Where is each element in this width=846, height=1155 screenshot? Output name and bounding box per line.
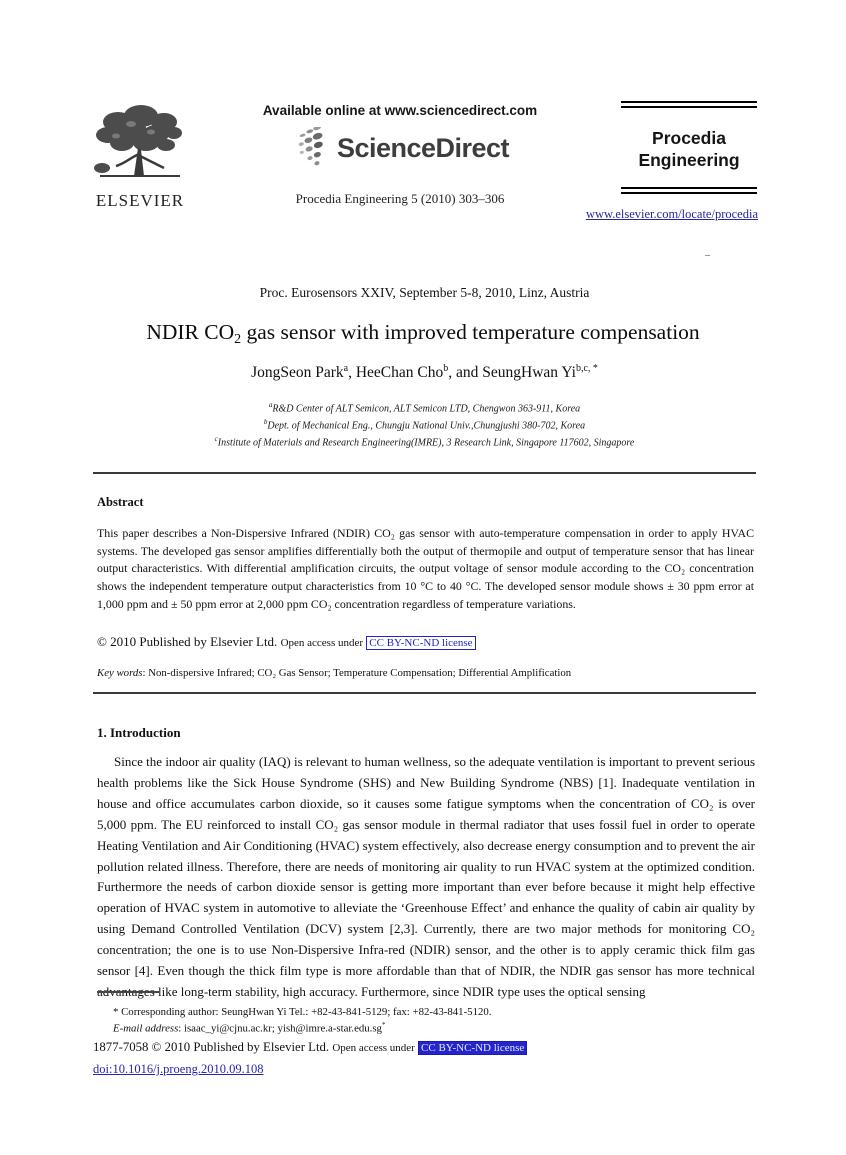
abstract-body: This paper describes a Non-Dispersive Infrared (NDIR) CO₂ gas sensor with auto-temperature compensation in order to apply HVAC systems. The developed gas sensor amplifies differentially both the output of thermopile and output of temperature sensor that has linear output characteristics. With differential amplification circuits, the output voltage of sensor module according to the CO₂ concentration shows the independent temperature output characteristics from 10 °C to 40 °C. The developed sensor module shows ± 30 ppm error at 1,000 ppm and ± 50 ppm error at 2,000 ppm CO₂ concentration regardless of temperature variations. (97, 526, 754, 611)
issn-copyright-text: 1877-7058 © 2010 Published by Elsevier Ltd. (93, 1040, 330, 1054)
double-rule-bottom (621, 187, 757, 194)
elsevier-logo (84, 102, 196, 211)
affiliation-line (93, 433, 756, 450)
copyright-line (97, 634, 754, 650)
affiliation-line (93, 416, 756, 433)
affiliations (93, 399, 756, 449)
open-access-text: Open access under (280, 637, 364, 649)
author-affil-mark: b,c, * (575, 363, 598, 374)
journal-citation: Procedia Engineering 5 (2010) 303–306 (295, 191, 505, 206)
section-divider (93, 692, 756, 694)
email-label: E-mail address (113, 1022, 179, 1035)
issn-line (93, 1040, 753, 1055)
email-addresses: : isaac_yi@cjnu.ac.kr; yish@imre.a-star.edu.sg (178, 1022, 382, 1035)
title-post: gas sensor with improved temperature compensation (241, 320, 700, 344)
title-pre: NDIR CO (146, 320, 235, 344)
stray-mark (705, 255, 710, 256)
abstract-heading: Abstract (97, 495, 144, 509)
keywords-line (97, 667, 754, 679)
double-rule-top (621, 101, 757, 108)
author-separator: , (348, 364, 356, 382)
doi-link[interactable]: doi:10.1016/j.proeng.2010.09.108 (93, 1062, 264, 1076)
sciencedirect-wordmark: ScienceDirect (336, 132, 510, 163)
footnote-divider (97, 991, 159, 993)
cc-license-link[interactable]: CC BY-NC-ND license (418, 1041, 527, 1055)
introduction-heading: 1. Introduction (97, 725, 181, 740)
cc-license-link[interactable]: CC BY-NC-ND license (366, 636, 475, 650)
title-subscript: 2 (234, 332, 242, 347)
affiliation-text: R&D Center of ALT Semicon, ALT Semicon LTD, Chengwon 363-911, Korea (272, 403, 581, 415)
copyright-text: © 2010 Published by Elsevier Ltd. (97, 634, 278, 649)
author-affil-mark: a (343, 363, 349, 374)
affiliation-mark: b (263, 417, 268, 426)
open-access-text: Open access under (332, 1042, 415, 1054)
email-note (113, 1021, 713, 1035)
author-name: JongSeon Park (251, 364, 344, 382)
journal-url-link[interactable]: www.elsevier.com/locate/procedia (585, 207, 758, 221)
affiliation-line (93, 399, 756, 416)
affiliation-mark: c (214, 434, 218, 443)
author-name: HeeChan Cho (355, 364, 444, 382)
affiliation-text: Institute of Materials and Research Engineering(IMRE), 3 Research Link, Singapore 117602, Singapore (217, 436, 635, 448)
sciencedirect-block (250, 103, 550, 207)
keywords-label: Key words (97, 667, 143, 679)
affiliation-mark: a (268, 401, 273, 409)
author-separator: , and (448, 364, 483, 382)
email-asterisk: * (381, 1021, 386, 1029)
author-affil-mark: b (443, 363, 449, 374)
section-divider (93, 472, 756, 474)
elsevier-wordmark: ELSEVIER (95, 191, 185, 210)
paper-title (53, 320, 793, 348)
journal-name-line1: Procedia (652, 128, 726, 148)
journal-masthead (621, 101, 757, 194)
affiliation-text: Dept. of Mechanical Eng., Chungju National Univ.,Chungjushi 380-702, Korea (267, 420, 586, 432)
journal-name-line2: Engineering (638, 150, 740, 170)
keywords-text: : Non-dispersive Infrared; CO₂ Gas Sensor; Temperature Compensation; Differential Amplification (142, 667, 572, 679)
conference-line: Proc. Eurosensors XXIV, September 5-8, 2010, Linz, Austria (259, 285, 590, 300)
authors-line (93, 363, 756, 382)
elsevier-tree-icon (86, 102, 194, 184)
corresponding-author-note: * Corresponding author: SeungHwan Yi Tel.: +82-43-841-5129; fax: +82-43-841-5120. (113, 1006, 492, 1018)
sciencedirect-dots-icon (291, 127, 333, 169)
available-online-text: Available online at www.sciencedirect.com (262, 103, 538, 118)
introduction-body: Since the indoor air quality (IAQ) is relevant to human wellness, so the adequate ventilation is important to prevent serious health problems like the Sick House Syndrome (SHS) and New Building Syndrome (NBS) [1]. Inadequate ventilation in house and office accumulates carbon dioxide, so it causes some fatigue symptoms when the concentration of CO₂ is over 5,000 ppm. The EU reinforced to install CO₂ gas sensor module in thermal radiator that uses fossil fuel in order to operate Heating Ventilation and Air Conditioning (HVAC) system effectively, also decrease energy consumption and to prevent the air pollution related illness. Therefore, there are needs of monitoring air quality to run HVAC system at the optimized condition. Furthermore the needs of carbon dioxide sensor is getting more important than ever before because it might help effective operation of HVAC system in automotive to alleviate the ‘Greenhouse Effect’ and enhance the quality of cabin air quality by using Demand Controlled Ventilation (DCV) system [2,3]. Currently, there are two major methods for monitoring CO₂ concentration; the one is to use Non-Dispersive Infra-red (NDIR) sensor, and the other is to apply ceramic thick film gas sensor [4]. Even though the thick film type is more affordable than that of NDIR, the NDIR gas sensor has more technical advantages like long-term stability, high accuracy. Furthermore, since NDIR type uses the optical sensing (97, 754, 755, 999)
author-name: SeungHwan Yi (482, 364, 576, 382)
